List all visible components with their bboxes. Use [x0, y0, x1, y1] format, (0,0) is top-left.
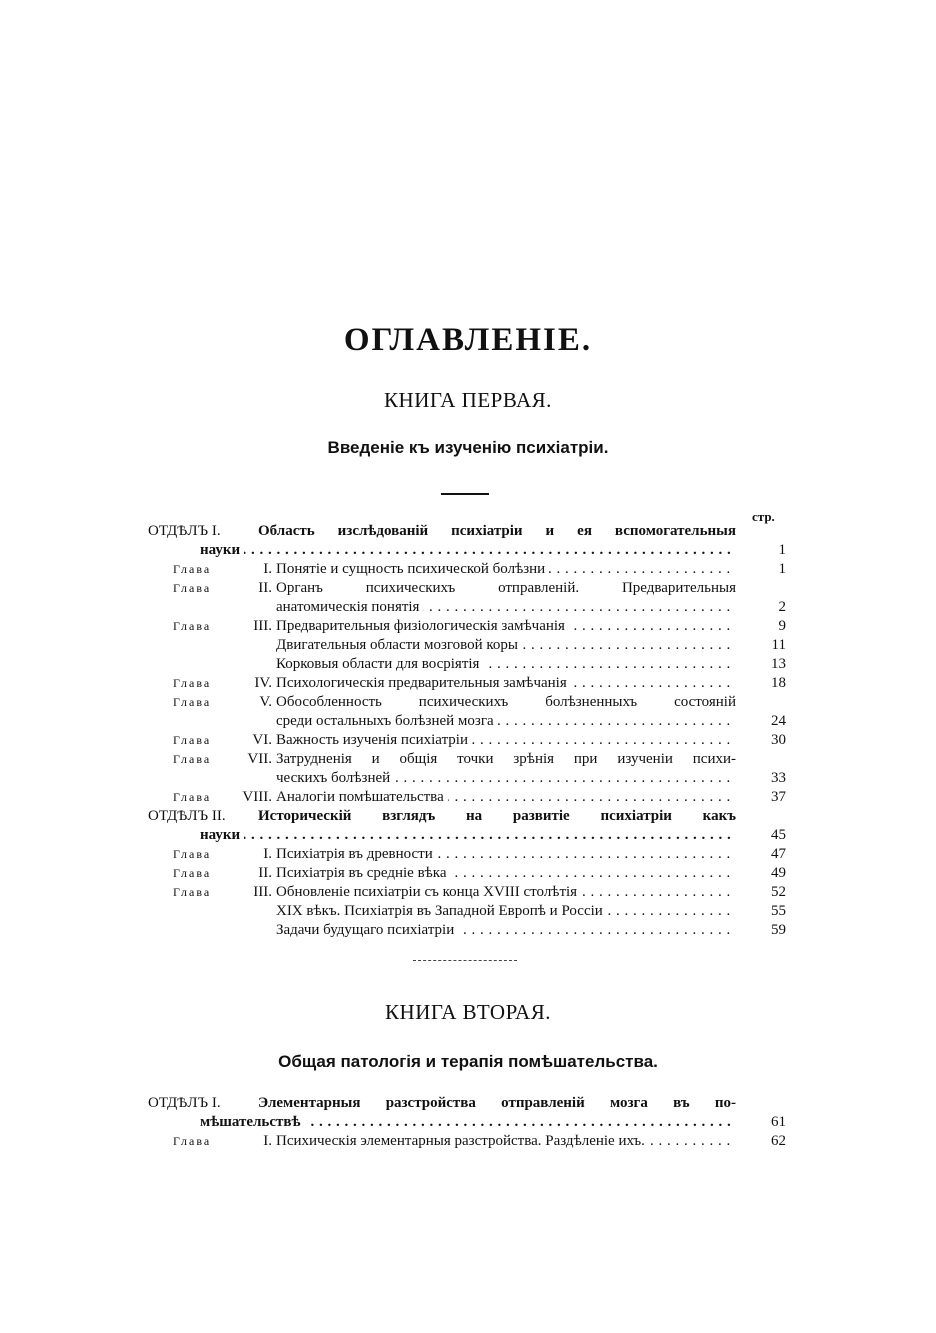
- chapter-label: Глава: [173, 885, 212, 899]
- entry-title: Предварительныя физіологическія замѣчанія: [276, 618, 569, 634]
- toc-line: [0, 1113, 936, 1132]
- chapter-label: Глава: [173, 619, 212, 633]
- toc-line: [0, 883, 936, 902]
- section-label: ОТДѢЛЪ I.: [148, 523, 221, 539]
- chapter-label: Глава: [173, 866, 212, 880]
- entry-title: Элементарныя разстройства отправленій мозга въ по-: [258, 1095, 736, 1111]
- page-number: 61: [771, 1114, 786, 1130]
- page-number: 2: [778, 599, 786, 615]
- toc-line: [0, 731, 936, 750]
- page-number: 49: [771, 865, 786, 881]
- book-two-subtitle: Общая патологія и терапія помѣшательства.: [278, 1052, 658, 1071]
- entry-title: Понятіе и сущность психической болѣзни: [276, 561, 549, 577]
- chapter-number: VIII.: [242, 789, 272, 805]
- chapter-label: Глава: [173, 581, 212, 595]
- chapter-label: Глава: [173, 562, 212, 576]
- chapter-label: Глава: [173, 676, 212, 690]
- chapter-number: II.: [258, 865, 272, 881]
- entry-title: Психическія элементарныя разстройства. Раздѣленіе ихъ.: [276, 1133, 649, 1149]
- page-number: 62: [771, 1133, 786, 1149]
- entry-title: Двигательныя области мозговой коры: [276, 637, 522, 653]
- entry-title: Психіатрія въ средніе вѣка: [276, 865, 451, 881]
- chapter-number: I.: [263, 1133, 272, 1149]
- page-number: 59: [771, 922, 786, 938]
- entry-title: ческихъ болѣзней: [276, 770, 394, 786]
- entry-title: Область изслѣдованій психіатріи и ея вспомогательныя: [258, 523, 736, 539]
- toc-line: [0, 674, 936, 693]
- chapter-number: VI.: [252, 732, 272, 748]
- toc-line: [0, 826, 936, 845]
- entry-title: Психологическія предварительныя замѣчанія: [276, 675, 571, 691]
- chapter-label: Глава: [173, 733, 212, 747]
- chapter-label: Глава: [173, 752, 212, 766]
- toc-line: [0, 655, 936, 674]
- toc-line: [0, 1132, 936, 1151]
- entry-title: мѣшательствѣ: [200, 1114, 305, 1130]
- section-divider: [441, 493, 489, 495]
- toc-line: [0, 807, 936, 826]
- toc-line: [0, 864, 936, 883]
- chapter-number: V.: [259, 694, 272, 710]
- toc-line: [0, 845, 936, 864]
- entry-title: Психіатрія въ древности: [276, 846, 437, 862]
- page-number: 37: [771, 789, 786, 805]
- entry-title: Обособленность психическихъ болѣзненныхъ состояній: [276, 694, 736, 710]
- chapter-number: VII.: [247, 751, 272, 767]
- chapter-number: IV.: [254, 675, 272, 691]
- entry-title: Органъ психическихъ отправленій. Предварительныя: [276, 580, 736, 596]
- chapter-label: Глава: [173, 1134, 212, 1148]
- toc-line: [0, 1094, 936, 1113]
- toc-line: [0, 693, 936, 712]
- entry-title: Историческій взглядъ на развитіе психіатріи какъ: [258, 808, 736, 824]
- toc-line: [0, 902, 936, 921]
- toc-line: [0, 636, 936, 655]
- entry-title: Обновленіе психіатріи съ конца XVIII столѣтія: [276, 884, 581, 900]
- page-number: 47: [771, 846, 786, 862]
- chapter-number: III.: [253, 884, 272, 900]
- toc-line: [0, 921, 936, 940]
- toc-line: [0, 712, 936, 731]
- page-number: 45: [771, 827, 786, 843]
- section-label: ОТДѢЛЪ I.: [148, 1095, 221, 1111]
- book-two-heading: КНИГА ВТОРАЯ.: [385, 1000, 551, 1024]
- chapter-number: III.: [253, 618, 272, 634]
- entry-title: Корковыя области для восріятія: [276, 656, 483, 672]
- entry-title: Затрудненія и общія точки зрѣнія при изученіи психи-: [276, 751, 736, 767]
- chapter-number: II.: [258, 580, 272, 596]
- page-number: 9: [778, 618, 786, 634]
- toc-line: [0, 541, 936, 560]
- page-number: 55: [771, 903, 786, 919]
- chapter-label: Глава: [173, 790, 212, 804]
- entry-title: науки: [200, 542, 244, 558]
- toc-line: [0, 750, 936, 769]
- book-one-subtitle: Введеніе къ изученію психіатріи.: [327, 438, 609, 457]
- book-one-heading: КНИГА ПЕРВАЯ.: [384, 388, 552, 412]
- entry-title: среди остальныхъ болѣзней мозга: [276, 713, 498, 729]
- book-divider: [413, 960, 517, 961]
- toc-line: [0, 769, 936, 788]
- chapter-label: Глава: [173, 695, 212, 709]
- page-number: 13: [771, 656, 786, 672]
- page-number: 1: [778, 542, 786, 558]
- toc-line: [0, 579, 936, 598]
- toc-line: [0, 522, 936, 541]
- page-number: 1: [778, 561, 786, 577]
- toc-line: [0, 598, 936, 617]
- page-number: 24: [771, 713, 786, 729]
- entry-title: Задачи будущаго психіатріи: [276, 922, 458, 938]
- toc-line: [0, 788, 936, 807]
- page-number: 52: [771, 884, 786, 900]
- page-number: 18: [771, 675, 786, 691]
- page-title: ОГЛАВЛЕНІЕ.: [343, 322, 593, 358]
- entry-title: науки: [200, 827, 244, 843]
- toc-line: [0, 617, 936, 636]
- page-number: 11: [771, 637, 786, 653]
- page-number: 30: [771, 732, 786, 748]
- toc-line: [0, 560, 936, 579]
- entry-title: Важность изученія психіатріи: [276, 732, 472, 748]
- entry-title: анатомическія понятія: [276, 599, 423, 615]
- entry-title: Аналогіи помѣшательства: [276, 789, 448, 805]
- chapter-number: I.: [263, 846, 272, 862]
- page-number: 33: [771, 770, 786, 786]
- entry-title: XIX вѣкъ. Психіатрія въ Западной Европѣ и Россіи: [276, 903, 607, 919]
- chapter-label: Глава: [173, 847, 212, 861]
- page-column-label: стр.: [752, 509, 775, 524]
- section-label: ОТДѢЛЪ II.: [148, 808, 226, 824]
- chapter-number: I.: [263, 561, 272, 577]
